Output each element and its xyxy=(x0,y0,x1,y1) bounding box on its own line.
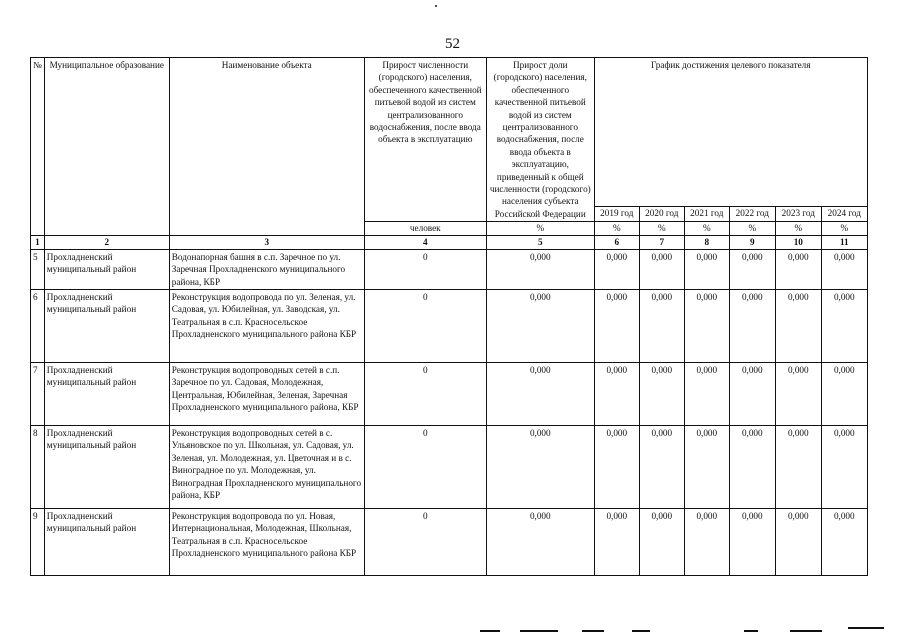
column-number-row xyxy=(31,236,868,249)
year-header: 2022 год xyxy=(729,207,775,222)
row-municipality: Прохладненский муниципальный район xyxy=(44,289,169,362)
column-number: 11 xyxy=(821,236,867,249)
row-year-value: 0,000 xyxy=(594,249,639,289)
unit-year: % xyxy=(821,222,867,236)
row-object: Реконструкция водопроводных сетей в с.п. Заречное по ул. Садовая, Молодежная, Центральная, Юбилейная, Зеленая, Заречная Прохладненского муниципального района, КБР xyxy=(169,362,364,425)
row-year-value: 0,000 xyxy=(729,289,775,362)
row-year-value: 0,000 xyxy=(821,362,867,425)
row-share: 0,000 xyxy=(486,508,594,575)
year-header: 2021 год xyxy=(684,207,729,222)
year-header: 2023 год xyxy=(775,207,821,222)
unit-year: % xyxy=(684,222,729,236)
row-count: 0 xyxy=(364,289,486,362)
row-year-value: 0,000 xyxy=(639,249,684,289)
unit-share: % xyxy=(486,222,594,236)
row-year-value: 0,000 xyxy=(594,362,639,425)
row-year-value: 0,000 xyxy=(821,425,867,508)
row-municipality: Прохладненский муниципальный район xyxy=(44,508,169,575)
row-count: 0 xyxy=(364,425,486,508)
row-no: 5 xyxy=(31,249,45,289)
column-number: 3 xyxy=(169,236,364,249)
row-no: 8 xyxy=(31,425,45,508)
column-number: 2 xyxy=(44,236,169,249)
row-share: 0,000 xyxy=(486,249,594,289)
row-year-value: 0,000 xyxy=(684,289,729,362)
year-header: 2019 год xyxy=(594,207,639,222)
header-schedule: График достижения целевого показателя xyxy=(594,58,867,207)
column-number: 9 xyxy=(729,236,775,249)
row-year-value: 0,000 xyxy=(684,425,729,508)
column-number: 8 xyxy=(684,236,729,249)
table-row xyxy=(31,362,868,425)
year-header: 2024 год xyxy=(821,207,867,222)
row-share: 0,000 xyxy=(486,289,594,362)
unit-year: % xyxy=(775,222,821,236)
row-municipality: Прохладненский муниципальный район xyxy=(44,425,169,508)
row-year-value: 0,000 xyxy=(775,508,821,575)
column-number: 4 xyxy=(364,236,486,249)
target-indicator-table xyxy=(30,57,868,576)
row-year-value: 0,000 xyxy=(729,508,775,575)
row-year-value: 0,000 xyxy=(594,508,639,575)
row-no: 9 xyxy=(31,508,45,575)
row-year-value: 0,000 xyxy=(684,362,729,425)
column-number: 10 xyxy=(775,236,821,249)
footer-line xyxy=(848,627,884,629)
scan-artifact-dot xyxy=(435,5,437,7)
header-row xyxy=(31,58,868,207)
row-object: Реконструкция водопровода по ул. Зеленая, ул. Садовая, ул. Юбилейная, ул. Заводская, ул. Театральная в с.п. Красносельское Прохладненского муниципального района КБР xyxy=(169,289,364,362)
table-row xyxy=(31,508,868,575)
row-year-value: 0,000 xyxy=(775,289,821,362)
unit-year: % xyxy=(639,222,684,236)
column-number: 5 xyxy=(486,236,594,249)
row-object: Реконструкция водопровода по ул. Новая, Интернациональная, Молодежная, Школьная, Театральная в с.п. Красносельское Прохладненского муниципального района КБР xyxy=(169,508,364,575)
footer-line xyxy=(632,630,650,632)
row-year-value: 0,000 xyxy=(775,362,821,425)
row-year-value: 0,000 xyxy=(821,289,867,362)
row-year-value: 0,000 xyxy=(594,289,639,362)
footer-line xyxy=(520,630,558,632)
row-count: 0 xyxy=(364,249,486,289)
row-year-value: 0,000 xyxy=(639,289,684,362)
header-municipality: Муниципальное образование xyxy=(44,58,169,236)
table-row xyxy=(31,249,868,289)
header-object: Наименование объекта xyxy=(169,58,364,236)
row-object: Водонапорная башня в с.п. Заречное по ул. Заречная Прохладненского муниципального района, КБР xyxy=(169,249,364,289)
column-number: 1 xyxy=(31,236,45,249)
page-number: 52 xyxy=(445,36,460,52)
year-header: 2020 год xyxy=(639,207,684,222)
row-year-value: 0,000 xyxy=(594,425,639,508)
footer-line xyxy=(480,630,500,632)
row-no: 7 xyxy=(31,362,45,425)
row-year-value: 0,000 xyxy=(639,425,684,508)
unit-year: % xyxy=(729,222,775,236)
row-municipality: Прохладненский муниципальный район xyxy=(44,249,169,289)
row-year-value: 0,000 xyxy=(821,249,867,289)
unit-count: человек xyxy=(364,222,486,236)
unit-year: % xyxy=(594,222,639,236)
table-row xyxy=(31,289,868,362)
row-year-value: 0,000 xyxy=(729,425,775,508)
row-year-value: 0,000 xyxy=(684,508,729,575)
column-number: 7 xyxy=(639,236,684,249)
row-share: 0,000 xyxy=(486,362,594,425)
row-year-value: 0,000 xyxy=(775,425,821,508)
table-row xyxy=(31,425,868,508)
row-year-value: 0,000 xyxy=(729,362,775,425)
footer-line xyxy=(790,630,822,632)
row-year-value: 0,000 xyxy=(729,249,775,289)
row-year-value: 0,000 xyxy=(684,249,729,289)
header-growth-count: Прирост численности (городского) населения, обеспеченного качественной питьевой водой из систем централизованного водоснабжения, после ввода объекта в эксплуатацию xyxy=(364,58,486,222)
column-number: 6 xyxy=(594,236,639,249)
row-municipality: Прохладненский муниципальный район xyxy=(44,362,169,425)
footer-line xyxy=(582,630,604,632)
row-year-value: 0,000 xyxy=(775,249,821,289)
row-no: 6 xyxy=(31,289,45,362)
row-object: Реконструкция водопроводных сетей в с. Ульяновское по ул. Школьная, ул. Садовая, ул. Зеленая, ул. Молодежная, ул. Цветочная и в с. Виноградное по ул. Молодежная, ул. Виноградная Прохладненского муниципального района, КБР xyxy=(169,425,364,508)
header-no: № xyxy=(31,58,45,236)
row-count: 0 xyxy=(364,508,486,575)
row-year-value: 0,000 xyxy=(639,508,684,575)
row-share: 0,000 xyxy=(486,425,594,508)
row-count: 0 xyxy=(364,362,486,425)
row-year-value: 0,000 xyxy=(639,362,684,425)
header-growth-share: Прирост доли (городского) населения, обеспеченного качественной питьевой водой из систем централизованного водоснабжения, после ввода объекта в эксплуатацию, приведенный к общей численности (городского) населения субъекта Российской Федерации xyxy=(486,58,594,222)
footer-line xyxy=(744,630,758,632)
row-year-value: 0,000 xyxy=(821,508,867,575)
